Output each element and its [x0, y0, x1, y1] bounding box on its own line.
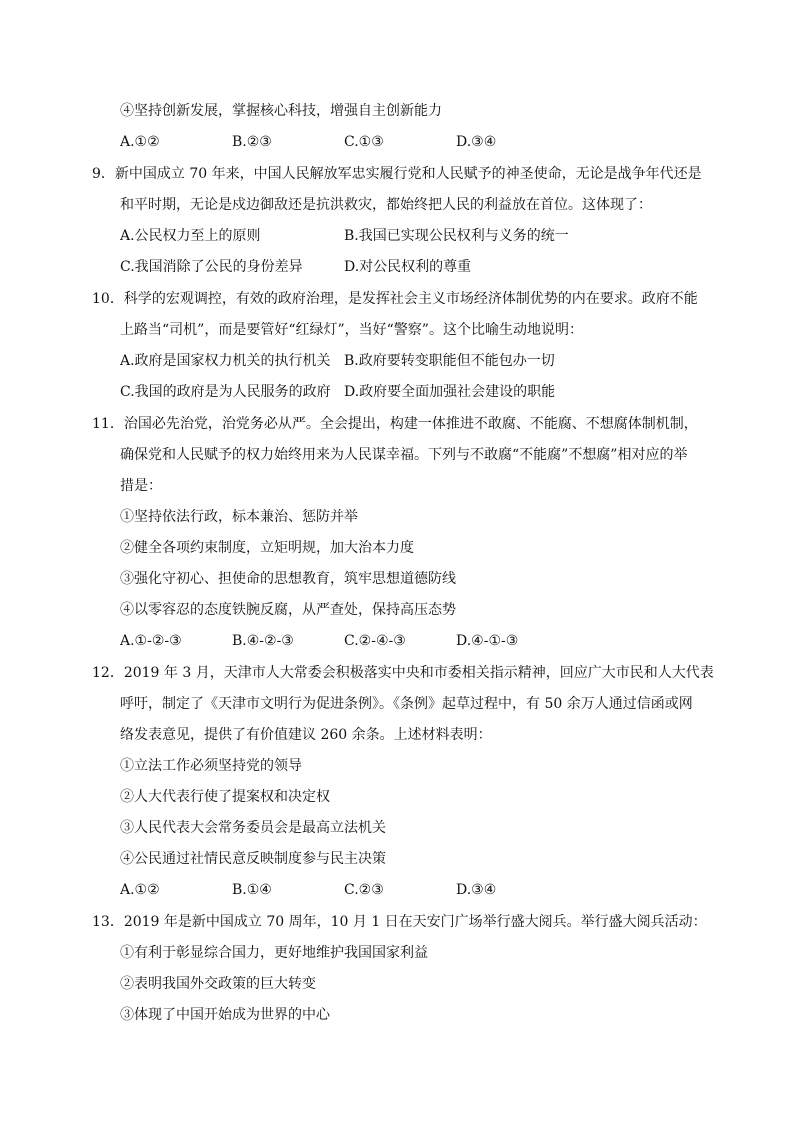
- q13-item-3: ③体现了中国开始成为世界的中心: [120, 1007, 330, 1023]
- q12-option-c: C.②③: [344, 882, 384, 898]
- q9-option-d: D.对公民权利的尊重: [344, 259, 472, 275]
- q12-stem-line-1: 12．2019 年 3 月，天津市人大常委会积极落实中央和市委相关指示精神，回应广大市民和人大代表: [92, 665, 714, 681]
- q8-option-c: C.①③: [344, 134, 384, 150]
- q8-option-b: B.②③: [232, 134, 272, 150]
- q10-option-c: C.我国的政府是为人民服务的政府: [120, 384, 331, 400]
- q13-item-2: ②表明我国外交政策的巨大转变: [120, 976, 316, 992]
- q12-stem-line-3: 络发表意见，提供了有价值建议 260 余条。上述材料表明：: [120, 727, 492, 743]
- q8-option-a: A.①②: [120, 134, 160, 150]
- q8-item-4: ④坚持创新发展，掌握核心科技，增强自主创新能力: [120, 103, 442, 119]
- q13-stem-line-1: 13．2019 年是新中国成立 70 周年，10 月 1 日在天安门广场举行盛大阅兵。举行盛大阅兵活动：: [92, 914, 707, 930]
- q9-option-c: C.我国消除了公民的身份差异: [120, 259, 303, 275]
- q11-stem-line-3: 措是：: [120, 478, 162, 494]
- q10-option-d: D.政府要全面加强社会建设的职能: [344, 384, 556, 400]
- q11-option-c: C.②-④-③: [344, 633, 406, 649]
- q10-option-b: B.政府要转变职能但不能包办一切: [344, 353, 555, 369]
- q9-option-a: A.公民权力至上的原则: [120, 228, 261, 244]
- q12-item-3: ③人民代表大会常务委员会是最高立法机关: [120, 820, 386, 836]
- q11-item-4: ④以零容忍的态度铁腕反腐，从严查处，保持高压态势: [120, 602, 456, 618]
- q11-stem-line-2: 确保党和人民赋予的权力始终用来为人民谋幸福。下列与不敢腐“不能腐”不想腐”相对应的举: [120, 447, 688, 463]
- q12-item-4: ④公民通过社情民意反映制度参与民主决策: [120, 851, 386, 867]
- q13-item-1: ①有利于彰显综合国力，更好地维护我国国家利益: [120, 945, 428, 961]
- q11-stem-line-1: 11．治国必先治党，治党务必从严。全会提出，构建一体推进不敢腐、不能腐、不想腐体制机制，: [92, 416, 698, 432]
- q10-option-a: A.政府是国家权力机关的执行机关: [120, 353, 331, 369]
- q12-option-d: D.③④: [456, 882, 497, 898]
- q12-item-2: ②人大代表行使了提案权和决定权: [120, 789, 330, 805]
- q12-option-a: A.①②: [120, 882, 160, 898]
- q12-option-b: B.①④: [232, 882, 272, 898]
- q11-item-1: ①坚持依法行政，标本兼治、惩防并举: [120, 509, 358, 525]
- q11-option-b: B.④-②-③: [232, 633, 294, 649]
- q12-stem-line-2: 呼吁，制定了《天津市文明行为促进条例》。《条例》起草过程中，有 50 余万人通过信函或网: [120, 696, 693, 712]
- q11-option-a: A.①-②-③: [120, 633, 182, 649]
- q11-item-3: ③强化守初心、担使命的思想教育，筑牢思想道德防线: [120, 571, 456, 587]
- q10-stem-line-2: 上路当“司机”，而是要管好“红绿灯”，当好“警察”。这个比喻生动地说明：: [120, 322, 583, 338]
- q9-stem-line-2: 和平时期，无论是戍边御敌还是抗洪救灾，都始终把人民的利益放在首位。这体现了：: [120, 197, 652, 213]
- q9-stem-line-1: 9．新中国成立 70 年来，中国人民解放军忠实履行党和人民赋予的神圣使命，无论是战争年代还是: [92, 166, 702, 182]
- q9-option-b: B.我国已实现公民权利与义务的统一: [344, 228, 569, 244]
- q12-item-1: ①立法工作必须坚持党的领导: [120, 758, 302, 774]
- q11-item-2: ②健全各项约束制度，立矩明规，加大治本力度: [120, 540, 414, 556]
- q8-option-d: D.③④: [456, 134, 497, 150]
- q11-option-d: D.④-①-③: [456, 633, 519, 649]
- q10-stem-line-1: 10．科学的宏观调控，有效的政府治理，是发挥社会主义市场经济体制优势的内在要求。政府不能: [92, 291, 698, 307]
